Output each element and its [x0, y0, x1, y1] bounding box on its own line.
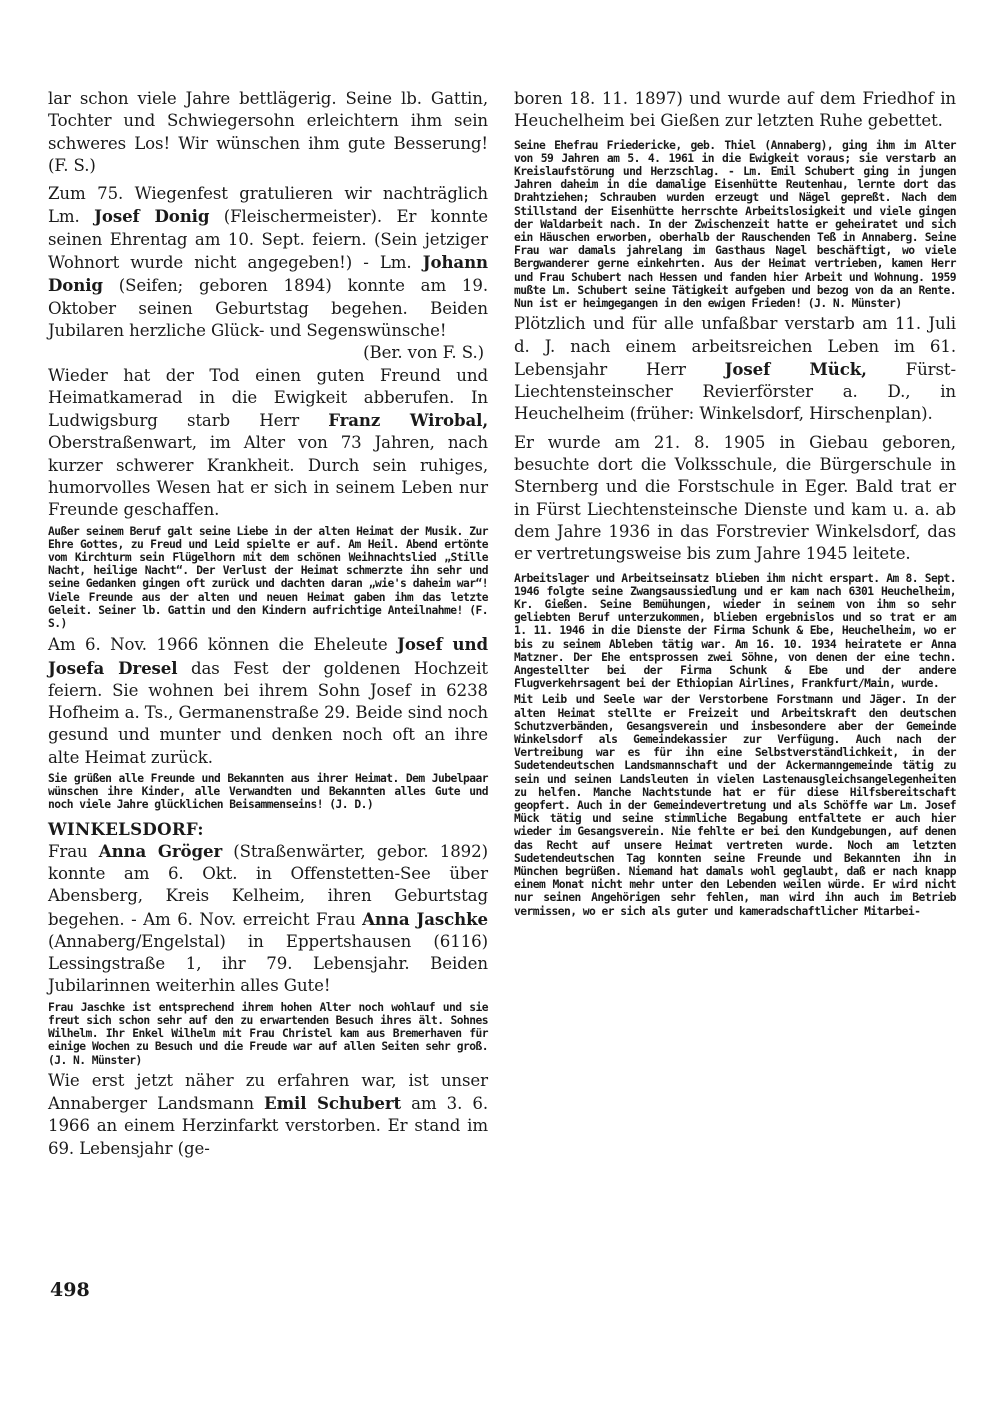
person-name: Josef Mück,	[724, 358, 867, 379]
right-small-paragraph-2: Arbeitslager und Arbeitseinsatz blieben ihm nicht erspart. Am 8. Sept. 1946 folgte seine Zwangsaussiedlung und er kam nach 6301 Heuchelheim, Kr. Gießen. Seine Bemühungen, wieder in seinem von ihm so sehr geliebten Beruf unterzukommen, blieben ergebnislos und so trat er am 1. 11. 1946 in die Dienste der Firma Schunk & Ebe, Heuchelheim, wo er bis zu seinem Ableben tätig war. Am 16. 10. 1934 heiratete er Anna Matzner. Der Ehe entsprossen zwei Söhne, von denen der eine techn. Angestellter bei der Firma Schunk & Ebe und der andere Flugverkehrsagent bei der Ethiopian Airlines, Frankfurt/Main, wurde.	[514, 571, 956, 691]
right-paragraph-2: Plötzlich und für alle unfaßbar verstarb am 11. Juli d. J. nach einem arbeitsreichen Leben im 61. Lebensjahr Herr Josef Mück, Fürst-Liechtensteinscher Revierförster a. D., in Heuchelheim (früher: Winkelsdorf, Hirschenplan).	[514, 314, 957, 424]
left-paragraph-1: lar schon viele Jahre bettlägerig. Seine lb. Gattin, Tochter und Schwiegersohn erleichtern ihm sein schweres Los! Wir wünschen ihm gute Besserung! (F. S.)	[48, 89, 488, 175]
right-small-paragraph-1: Seine Ehefrau Friedericke, geb. Thiel (Annaberg), ging ihm im Alter von 59 Jahren am 5. 4. 1961 in die Ewigkeit voraus; sie verstarb an Kreislaufstörung und Herzschlag. - Lm. Emil Schubert ging in jungen Jahren daheim in die damalige Eisenhütte Reutenhau, lernte dort das Drahtziehen; Schrauben wurden erzeugt und Nägel gepreßt. Nach dem Stillstand der Eisenhütte herrschte Arbeitslosigkeit und viele gingen der Waldarbeit nach. In der Zwischenzeit hatte er geheiratet und sich ein Häuschen erworben, oberhalb der Rauschenden Teß in Annaberg. Seine Frau war damals jahrelang im Gasthaus Nagel beschäftigt, wo viele Bergwanderer gerne einkehrten. Aus der Heimat vertrieben, kamen Herr und Frau Schubert nach Hessen und fanden hier Arbeit und Wohnung. 1959 mußte Lm. Schubert seine Tätigkeit aufgeben und bezog von da an Rente. Nun ist er heimgegangen in den ewigen Frieden! (J. N. Münster)	[514, 138, 956, 311]
left-paragraph-6: Wie erst jetzt näher zu erfahren war, ist unser Annaberger Landsmann Emil Schubert am 3. 6. 1966 an einem Herzinfarkt verstorben. Er stand im 69. Lebensjahr (ge-	[48, 1070, 488, 1158]
left-small-paragraph-3: Frau Jaschke ist entsprechend ihrem hohen Alter noch wohlauf und sie freut sich schon sehr auf den zu erwartenden Besuch ihres ält. Sohnes Wilhelm. Ihr Enkel Wilhelm mit Frau Christel kam aus Bremerhaven für einige Wochen zu Besuch und die Freude war auf allen Seiten sehr groß. (J. N. Münster)	[48, 1000, 488, 1067]
right-paragraph-3: Er wurde am 21. 8. 1905 in Giebau geboren, besuchte dort die Volksschule, die Bürgerschule in Sternberg und die Forstschule in Eger. Bald trat er in Fürst Liechtensteinsche Dienste und kam u. a. ab dem Jahre 1936 in das Forstrevier Winkelsdorf, das er vertretungsweise bis zum Jahre 1945 leitete.	[514, 432, 956, 564]
left-paragraph-2: Zum 75. Wiegenfest gratulieren wir nachträglich Lm. Josef Donig (Fleischermeister). Er konnte seinen Ehrentag am 10. Sept. feiern. (Sein jetziger Wohnort wurde nicht angegeben!) - Lm. Johann Donig (Seifen; geboren 1894) konnte am 19. Oktober seinen Geburtstag begehen. Beiden Jubilaren herzliche Glück- und Segenswünsche!	[48, 184, 488, 340]
left-small-paragraph-2: Sie grüßen alle Freunde und Bekannten aus ihrer Heimat. Dem Jubelpaar wünschen ihre Kinder, alle Verwandten und Bekannten alles Gute und noch viele Jahre glücklichen Beisammenseins! (J. D.)	[48, 772, 488, 812]
left-paragraph-4: Am 6. Nov. 1966 können die Eheleute Josef und Josefa Dresel das Fest der goldenen Hochzeit feiern. Sie wohnen bei ihrem Sohn Josef in 6238 Hofheim a. Ts., Germanenstraße 29. Beide sind noch gesund und munter und denken noch oft an ihre alte Heimat zurück.	[48, 634, 488, 767]
right-paragraph-1: boren 18. 11. 1897) und wurde auf dem Friedhof in Heuchelheim bei Gießen zur letzten Ruhe gebettet.	[514, 89, 956, 131]
left-small-paragraph-1: Außer seinem Beruf galt seine Liebe in der alten Heimat der Musik. Zur Ehre Gottes, zu Freud und Leid spielte er auf. Am Heil. Abend ertönte vom Kirchturm sein Flügelhorn mit dem schönen Weihnachtslied „Stille Nacht, heilige Nacht“. Der Verlust der Heimat schmerzte ihn sehr und seine Gedanken gingen oft zurück und dachten daran „wie's daheim war“! Viele Freunde aus der alten und neuen Heimat gaben ihm das letzte Geleit. Seiner lb. Gattin und den Kindern aufrichtige Anteilnahme! (F. S.)	[48, 524, 488, 631]
person-name: Josef Donig	[94, 206, 210, 227]
right-small-paragraph-3: Mit Leib und Seele war der Verstorbene Forstmann und Jäger. In der alten Heimat stellte er Freizeit und Arbeitskraft den deutschen Schutzverbänden, Gesangsverein und insbesondere aber der Gemeinde Winkelsdorf als Gemeindekassier zur Verfügung. Auch nach der Vertreibung war es für ihn eine Selbstverständlichkeit, in der Sudetendeutschen Landsmannschaft und der Ackermanngemeinde tätig zu sein und seinen Landsleuten in vielen Lastenausgleichsangelegenheiten zu helfen. Manche Nachtstunde hat er für diese Hilfsbereitschaft geopfert. Auch in der Gemeindevertretung und als Schöffe war Lm. Josef Mück tätig und seine stimmliche Begabung entfaltete er auch hier wieder im Gesangsverein. Nie fehlte er bei den Kundgebungen, auf denen das Recht auf unsere Heimat vertreten wurde. Noch am letzten Sudetendeutschen Tag konnten seine Freunde und Bekannten ihn in München begrüßen. Niemand hat damals wohl geglaubt, daß er nach knapp einem Monat nicht mehr unter den Lebenden weilen würde. Er wird nicht nur seinen Angehörigen sehr fehlen, man wird ihn auch im Betrieb vermissen, wo er sich als guter und kameradschaftlicher Mitarbei-	[514, 693, 956, 918]
person-name: Emil Schubert	[264, 1093, 402, 1114]
person-name: Anna Jaschke	[362, 908, 488, 929]
signature: (Ber. von F. S.)	[363, 343, 484, 363]
person-name: Franz Wirobal,	[328, 410, 488, 431]
person-name: Johann Donig	[48, 252, 488, 296]
left-paragraph-3: Wieder hat der Tod einen guten Freund und Heimatkamerad in die Ewigkeit abberufen. In Ludwigsburg starb Herr Franz Wirobal, Oberstraßenwart, im Alter von 73 Jahren, nach kurzer schwerer Krankheit. Durch sein ruhiges, humorvolles Wesen hat er sich in seinem Leben nur Freunde geschaffen.	[48, 365, 488, 520]
left-paragraph-5: Frau Anna Gröger (Straßenwärter, gebor. 1892) konnte am 6. Okt. in Offenstetten-See über Abensberg, Kreis Kelheim, ihren Geburtstag begehen. - Am 6. Nov. erreicht Frau Anna Jaschke (Annaberg/Engelstal) in Eppertshausen (6116) Lessingstraße 1, ihr 79. Lebensjahr. Beiden Jubilarinnen weiterhin alles Gute!	[48, 840, 488, 996]
section-heading: WINKELSDORF:	[48, 818, 204, 839]
person-name: Josef und Josefa Dresel	[48, 634, 488, 678]
right-column	[514, 88, 956, 921]
page-number: 498	[50, 1279, 90, 1301]
person-name: Anna Gröger	[98, 840, 223, 861]
left-column	[48, 88, 488, 1160]
